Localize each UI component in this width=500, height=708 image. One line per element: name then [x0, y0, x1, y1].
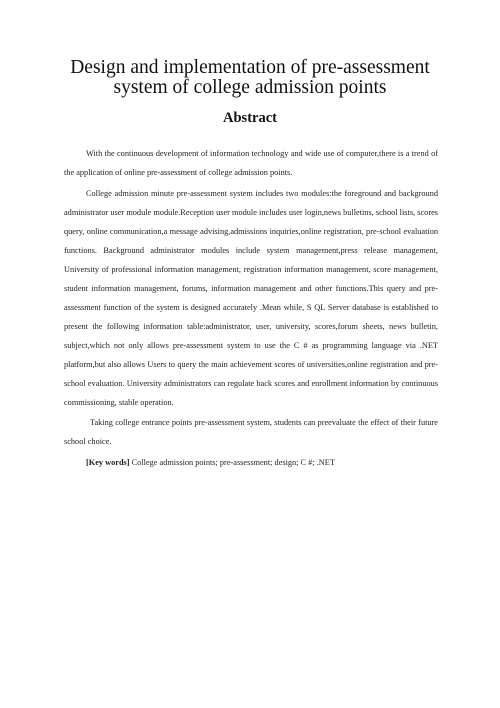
- keywords-label: [Key words]: [86, 458, 130, 467]
- keywords-line: [64, 453, 438, 472]
- abstract-heading: Abstract: [223, 110, 277, 126]
- abstract-paragraph-3: Taking college entrance points pre-assessment system, students can preevaluate the effect of their future school choice.: [64, 418, 438, 446]
- paper-title-line-1: Design and implementation of pre-assessment: [70, 57, 430, 78]
- abstract-paragraph-1: With the continuous development of information technology and wide use of computer,there is a trend of the application of online pre-assessment of college admission points.: [64, 149, 438, 177]
- keywords-text: College admission points; pre-assessment; design; C #; .NET: [129, 458, 335, 467]
- abstract-body: [64, 144, 438, 472]
- paper-title-line-2: system of college admission points: [113, 77, 387, 98]
- abstract-paragraph-2: College admission minute pre-assessment system includes two modules:the foreground and background administrator user module module.Reception user module includes user login,news bulletins, school lists, scores query, online communication,a message advising,admissions inquiries,online registration, pre-school evaluation functions. Background administrator modules include system management,press release management, University of professional information management, registration information management, score management, student information management, forums, information management and other functions.This query and pre-assessment function of the system is designed accurately .Mean while, S QL Server database is established to present the following information table:administrator, user, university, scores,forum sheets, news bulletin, subject,which not only allows pre-assessment system to use the C # as programming language via .NET platform,but also allows Users to query the main achievement scores of universities,online registration and pre-school evaluation. University administrators can regulate back scores and enrollment information by continuous commissioning, stable operation.: [64, 189, 438, 407]
- paper-title: [40, 58, 460, 98]
